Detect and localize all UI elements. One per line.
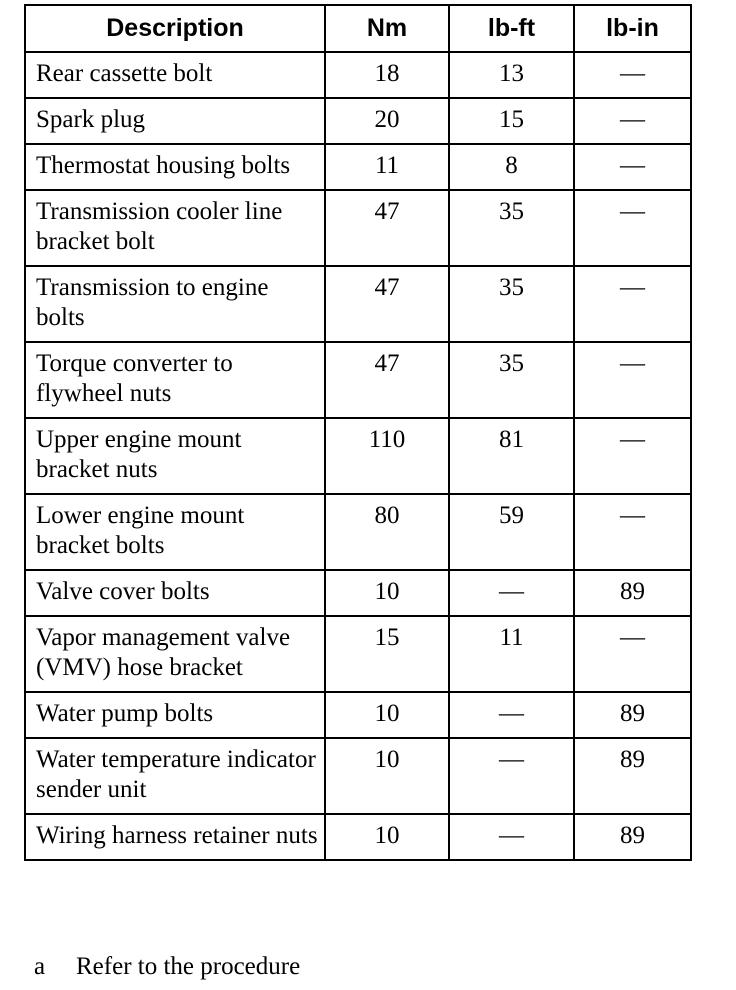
table-row (25, 570, 691, 616)
row-lbft-value: 8 (449, 144, 574, 190)
row-lbin-value: — (574, 144, 691, 190)
table-row (25, 266, 691, 342)
row-lbft-value: 35 (449, 266, 574, 342)
row-lbft-value: 59 (449, 494, 574, 570)
row-description: Rear cassette bolt (25, 52, 325, 98)
row-lbft-value: 15 (449, 98, 574, 144)
row-lbft-value: — (449, 692, 574, 738)
column-header-description: Description (25, 5, 325, 52)
row-lbin-value: — (574, 418, 691, 494)
footnote-text: Refer to the procedure (76, 953, 301, 980)
row-description: Water pump bolts (25, 692, 325, 738)
row-lbin-value: — (574, 190, 691, 266)
row-description: Wiring harness retainer nuts (25, 814, 325, 860)
row-lbft-value: 13 (449, 52, 574, 98)
column-header-nm: Nm (325, 5, 449, 52)
row-nm-value: 10 (325, 692, 449, 738)
row-lbft-value: 35 (449, 190, 574, 266)
row-description: Transmission cooler line bracket bolt (25, 190, 325, 266)
row-description: Water temperature indicator sender unit (25, 738, 325, 814)
row-lbin-value: — (574, 98, 691, 144)
row-description: Lower engine mount bracket bolts (25, 494, 325, 570)
table-row (25, 616, 691, 692)
torque-spec-table (24, 4, 692, 861)
row-description: Spark plug (25, 98, 325, 144)
footnote (34, 952, 300, 982)
row-lbin-value: 89 (574, 738, 691, 814)
row-lbin-value: — (574, 52, 691, 98)
table-row (25, 98, 691, 144)
row-lbin-value: 89 (574, 570, 691, 616)
row-lbft-value: — (449, 814, 574, 860)
row-description: Vapor management valve (VMV) hose bracket (25, 616, 325, 692)
table-header-row (25, 5, 691, 52)
row-lbft-value: — (449, 738, 574, 814)
column-header-lbin: lb-in (574, 5, 691, 52)
row-lbft-value: 35 (449, 342, 574, 418)
row-lbft-value: 81 (449, 418, 574, 494)
table-row (25, 190, 691, 266)
table-row (25, 342, 691, 418)
row-description: Transmission to engine bolts (25, 266, 325, 342)
row-description: Valve cover bolts (25, 570, 325, 616)
row-nm-value: 15 (325, 616, 449, 692)
row-nm-value: 18 (325, 52, 449, 98)
table-row (25, 144, 691, 190)
row-lbin-value: 89 (574, 692, 691, 738)
table-row (25, 738, 691, 814)
row-nm-value: 47 (325, 266, 449, 342)
table-row (25, 418, 691, 494)
row-nm-value: 80 (325, 494, 449, 570)
row-nm-value: 47 (325, 190, 449, 266)
footnote-mark: a (34, 953, 46, 980)
row-nm-value: 47 (325, 342, 449, 418)
table-row (25, 494, 691, 570)
row-lbin-value: — (574, 266, 691, 342)
row-nm-value: 20 (325, 98, 449, 144)
table-row (25, 814, 691, 860)
row-description: Torque converter to flywheel nuts (25, 342, 325, 418)
row-nm-value: 10 (325, 814, 449, 860)
table-row (25, 692, 691, 738)
row-lbin-value: — (574, 494, 691, 570)
row-lbin-value: — (574, 342, 691, 418)
row-description: Upper engine mount bracket nuts (25, 418, 325, 494)
row-lbin-value: 89 (574, 814, 691, 860)
row-nm-value: 11 (325, 144, 449, 190)
column-header-lbft: lb-ft (449, 5, 574, 52)
row-nm-value: 10 (325, 570, 449, 616)
row-lbft-value: — (449, 570, 574, 616)
row-nm-value: 110 (325, 418, 449, 494)
row-description: Thermostat housing bolts (25, 144, 325, 190)
row-lbin-value: — (574, 616, 691, 692)
row-nm-value: 10 (325, 738, 449, 814)
row-lbft-value: 11 (449, 616, 574, 692)
table-row (25, 52, 691, 98)
